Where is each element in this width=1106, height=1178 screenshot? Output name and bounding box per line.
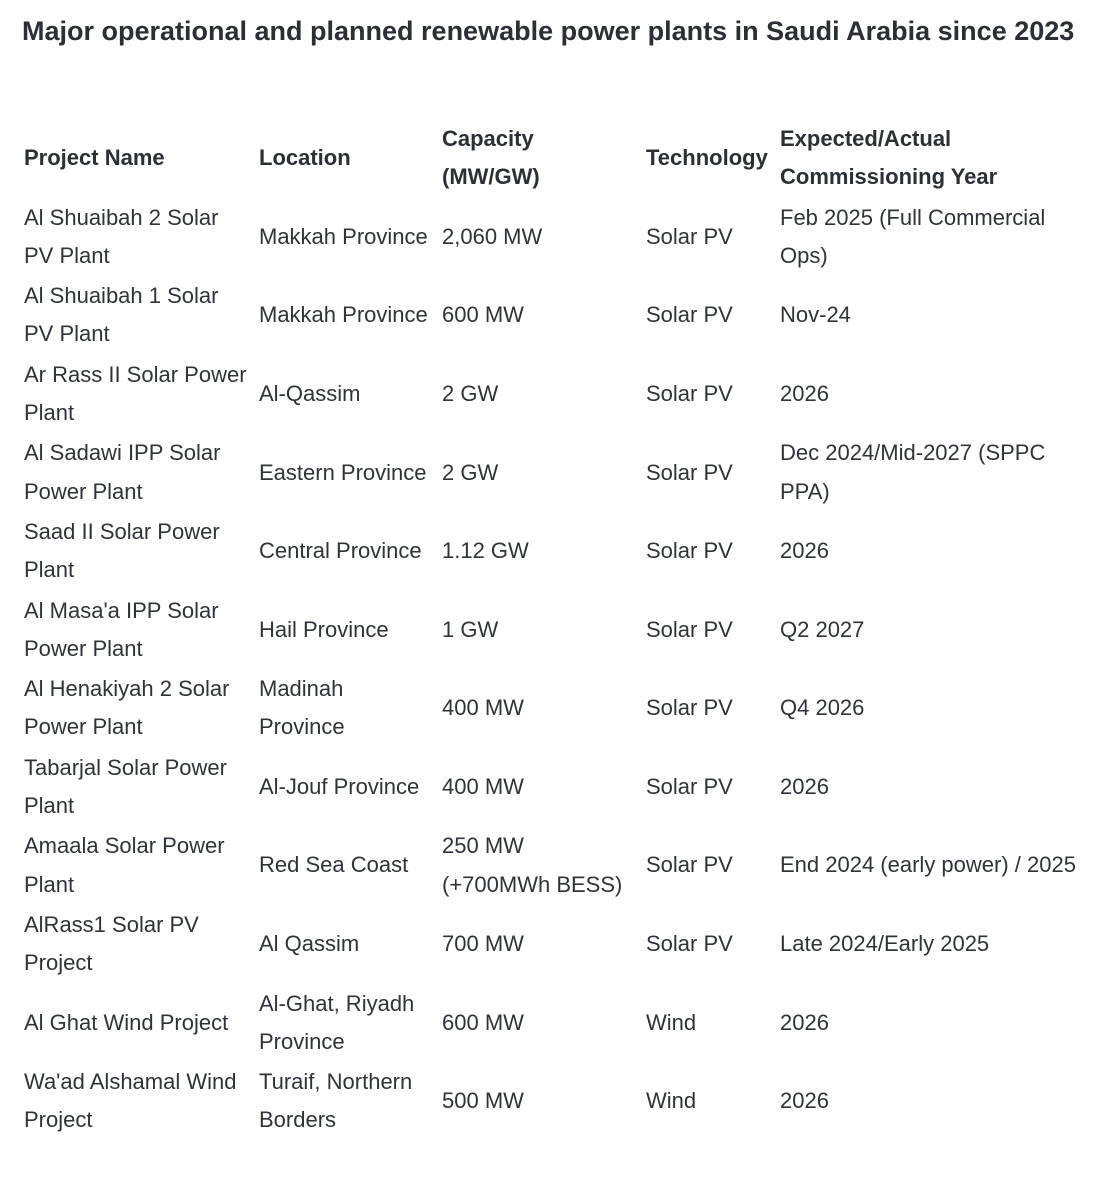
cell-commissioning-year: 2026 xyxy=(780,380,829,406)
cell-commissioning-year: Q4 2026 xyxy=(780,695,865,721)
cell-capacity: 2 GW xyxy=(442,459,499,485)
cell-technology: Solar PV xyxy=(646,538,733,564)
cell-project-name: Wa'ad Alshamal Wind Project xyxy=(24,1069,237,1133)
table-row xyxy=(17,984,1097,1063)
cell-project-name: Al Henakiyah 2 Solar Power Plant xyxy=(24,676,230,740)
cell-project-name: AlRass1 Solar PV Project xyxy=(24,911,199,976)
header-location: Location xyxy=(259,145,351,171)
table-row xyxy=(17,1062,1097,1141)
cell-technology: Solar PV xyxy=(646,380,733,406)
table-row xyxy=(17,355,1097,434)
cell-capacity: 600 MW xyxy=(442,1009,524,1035)
cell-capacity: 400 MW xyxy=(442,695,524,721)
cell-location: Central Province xyxy=(259,538,422,564)
cell-capacity: 500 MW xyxy=(442,1088,524,1114)
table-row xyxy=(17,433,1097,512)
cell-technology: Solar PV xyxy=(646,773,733,799)
header-commissioning-year: Expected/Actual Commissioning Year xyxy=(780,126,998,190)
table-row xyxy=(17,276,1097,355)
table-header xyxy=(17,119,1097,198)
page-title: Major operational and planned renewable power plants in Saudi Arabia since 2023 xyxy=(22,16,1075,46)
cell-location: Hail Province xyxy=(259,616,389,642)
table-row xyxy=(17,826,1097,905)
cell-location: Makkah Province xyxy=(259,302,428,328)
cell-commissioning-year: 2026 xyxy=(780,538,829,564)
cell-location: Makkah Province xyxy=(259,223,428,249)
cell-project-name: Saad II Solar Power Plant xyxy=(24,518,220,583)
cell-commissioning-year: End 2024 (early power) / 2025 xyxy=(780,852,1076,878)
cell-location: Al-Ghat, Riyadh Province xyxy=(259,990,415,1054)
table-body xyxy=(17,198,1097,1141)
table-row xyxy=(17,905,1097,984)
cell-project-name: Al Shuaibah 2 Solar PV Plant xyxy=(24,204,219,268)
cell-project-name: Ar Rass II Solar Power Plant xyxy=(24,361,247,426)
table-row xyxy=(17,669,1097,748)
cell-commissioning-year: Late 2024/Early 2025 xyxy=(780,931,990,957)
cell-technology: Wind xyxy=(646,1088,697,1114)
cell-project-name: Al Sadawi IPP Solar Power Plant xyxy=(24,440,221,504)
cell-capacity: 1.12 GW xyxy=(442,538,529,564)
table-row xyxy=(17,591,1097,670)
cell-capacity: 700 MW xyxy=(442,931,524,957)
cell-location: Al Qassim xyxy=(259,931,360,957)
cell-commissioning-year: 2026 xyxy=(780,1088,829,1114)
header-capacity: Capacity (MW/GW) xyxy=(442,126,540,190)
cell-technology: Solar PV xyxy=(646,931,733,957)
cell-commissioning-year: Feb 2025 (Full Commercial Ops) xyxy=(780,204,1046,268)
cell-project-name: Al Ghat Wind Project xyxy=(24,1009,229,1035)
table-row xyxy=(17,198,1097,277)
cell-capacity: 250 MW (+700MWh BESS) xyxy=(442,833,623,897)
table-row xyxy=(17,748,1097,827)
cell-technology: Solar PV xyxy=(646,616,733,642)
cell-location: Madinah Province xyxy=(259,676,345,740)
cell-location: Al-Qassim xyxy=(259,380,361,406)
cell-location: Eastern Province xyxy=(259,459,427,485)
cell-capacity: 2,060 MW xyxy=(442,223,543,249)
cell-technology: Solar PV xyxy=(646,459,733,485)
cell-commissioning-year: Nov-24 xyxy=(780,302,851,328)
cell-commissioning-year: Q2 2027 xyxy=(780,616,865,642)
cell-capacity: 400 MW xyxy=(442,773,524,799)
cell-technology: Solar PV xyxy=(646,302,733,328)
header-row xyxy=(17,119,1097,198)
cell-project-name: Tabarjal Solar Power Plant xyxy=(24,754,227,819)
cell-location: Al-Jouf Province xyxy=(259,773,420,799)
cell-project-name: Al Shuaibah 1 Solar PV Plant xyxy=(24,283,219,347)
cell-commissioning-year: Dec 2024/Mid-2027 (SPPC PPA) xyxy=(780,440,1046,504)
cell-commissioning-year: 2026 xyxy=(780,773,829,799)
cell-location: Turaif, Northern Borders xyxy=(259,1069,413,1133)
cell-technology: Wind xyxy=(646,1009,697,1035)
cell-technology: Solar PV xyxy=(646,852,733,878)
cell-project-name: Al Masa'a IPP Solar Power Plant xyxy=(24,597,219,661)
cell-commissioning-year: 2026 xyxy=(780,1009,829,1035)
cell-project-name: Amaala Solar Power Plant xyxy=(24,833,225,897)
power-plants-table xyxy=(17,119,1097,1141)
cell-technology: Solar PV xyxy=(646,695,733,721)
cell-technology: Solar PV xyxy=(646,223,733,249)
table-row xyxy=(17,512,1097,591)
header-technology: Technology xyxy=(646,145,768,171)
cell-capacity: 600 MW xyxy=(442,302,524,328)
cell-capacity: 1 GW xyxy=(442,616,499,642)
cell-capacity: 2 GW xyxy=(442,380,499,406)
cell-location: Red Sea Coast xyxy=(259,852,409,878)
header-project-name: Project Name xyxy=(24,145,165,171)
